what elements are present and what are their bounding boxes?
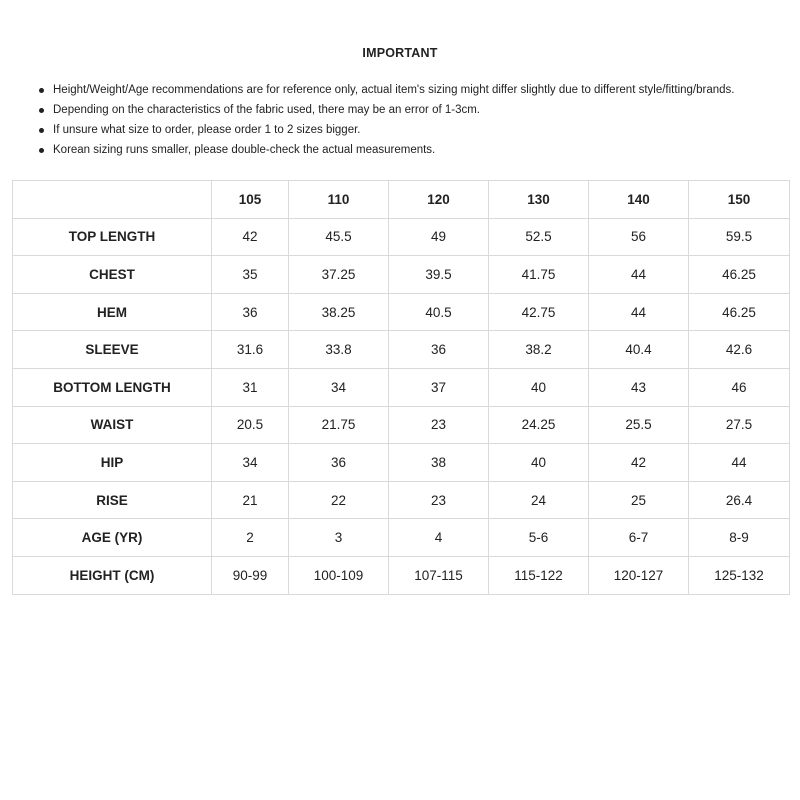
- measurement-cell: 107-115: [389, 556, 489, 594]
- measurement-cell: 3: [289, 519, 389, 557]
- table-row: [13, 556, 790, 594]
- measurement-cell: 41.75: [489, 256, 589, 294]
- column-header-size: 105: [212, 181, 289, 219]
- measurement-cell: 42: [589, 444, 689, 482]
- measurement-cell: 24.25: [489, 406, 589, 444]
- measurement-cell: 125-132: [689, 556, 790, 594]
- column-header-size: 140: [589, 181, 689, 219]
- measurement-cell: 45.5: [289, 218, 389, 256]
- row-label: TOP LENGTH: [13, 218, 212, 256]
- measurement-cell: 36: [389, 331, 489, 369]
- notice-list: [37, 80, 757, 160]
- row-label: HIP: [13, 444, 212, 482]
- measurement-cell: 44: [589, 293, 689, 331]
- measurement-cell: 23: [389, 406, 489, 444]
- measurement-cell: 43: [589, 368, 689, 406]
- measurement-cell: 40.5: [389, 293, 489, 331]
- row-label: CHEST: [13, 256, 212, 294]
- notice-item: Height/Weight/Age recommendations are for reference only, actual item's sizing might differ slightly due to different style/fitting/brands.: [37, 80, 757, 100]
- measurement-cell: 33.8: [289, 331, 389, 369]
- measurement-cell: 31: [212, 368, 289, 406]
- notice-item: Depending on the characteristics of the fabric used, there may be an error of 1-3cm.: [37, 100, 757, 120]
- table-row: [13, 444, 790, 482]
- row-label: RISE: [13, 481, 212, 519]
- table-header-row: [13, 181, 790, 219]
- table-row: [13, 331, 790, 369]
- measurement-cell: 56: [589, 218, 689, 256]
- measurement-cell: 24: [489, 481, 589, 519]
- measurement-cell: 42: [212, 218, 289, 256]
- measurement-cell: 37: [389, 368, 489, 406]
- measurement-cell: 100-109: [289, 556, 389, 594]
- measurement-cell: 38.25: [289, 293, 389, 331]
- measurement-cell: 52.5: [489, 218, 589, 256]
- table-row: [13, 368, 790, 406]
- measurement-cell: 35: [212, 256, 289, 294]
- measurement-cell: 2: [212, 519, 289, 557]
- measurement-cell: 44: [689, 444, 790, 482]
- measurement-cell: 40: [489, 444, 589, 482]
- row-label: HEM: [13, 293, 212, 331]
- measurement-cell: 37.25: [289, 256, 389, 294]
- notice-title: IMPORTANT: [362, 46, 438, 60]
- corner-cell: [13, 181, 212, 219]
- measurement-cell: 42.6: [689, 331, 790, 369]
- measurement-cell: 21.75: [289, 406, 389, 444]
- row-label: AGE (YR): [13, 519, 212, 557]
- measurement-cell: 23: [389, 481, 489, 519]
- measurement-cell: 4: [389, 519, 489, 557]
- measurement-cell: 20.5: [212, 406, 289, 444]
- row-label: WAIST: [13, 406, 212, 444]
- row-label: SLEEVE: [13, 331, 212, 369]
- measurement-cell: 21: [212, 481, 289, 519]
- column-header-size: 110: [289, 181, 389, 219]
- table-row: [13, 519, 790, 557]
- measurement-cell: 39.5: [389, 256, 489, 294]
- size-chart-table: [12, 180, 790, 595]
- measurement-cell: 5-6: [489, 519, 589, 557]
- table-row: [13, 293, 790, 331]
- measurement-cell: 31.6: [212, 331, 289, 369]
- measurement-cell: 120-127: [589, 556, 689, 594]
- measurement-cell: 115-122: [489, 556, 589, 594]
- measurement-cell: 38.2: [489, 331, 589, 369]
- measurement-cell: 34: [289, 368, 389, 406]
- notice-item: If unsure what size to order, please order 1 to 2 sizes bigger.: [37, 120, 757, 140]
- measurement-cell: 42.75: [489, 293, 589, 331]
- measurement-cell: 40: [489, 368, 589, 406]
- column-header-size: 130: [489, 181, 589, 219]
- column-header-size: 120: [389, 181, 489, 219]
- measurement-cell: 46.25: [689, 256, 790, 294]
- measurement-cell: 6-7: [589, 519, 689, 557]
- table-row: [13, 406, 790, 444]
- measurement-cell: 38: [389, 444, 489, 482]
- measurement-cell: 44: [589, 256, 689, 294]
- measurement-cell: 59.5: [689, 218, 790, 256]
- measurement-cell: 49: [389, 218, 489, 256]
- notice-item: Korean sizing runs smaller, please double-check the actual measurements.: [37, 140, 757, 160]
- measurement-cell: 27.5: [689, 406, 790, 444]
- column-header-size: 150: [689, 181, 790, 219]
- measurement-cell: 36: [212, 293, 289, 331]
- measurement-cell: 8-9: [689, 519, 790, 557]
- measurement-cell: 26.4: [689, 481, 790, 519]
- measurement-cell: 46.25: [689, 293, 790, 331]
- table-row: [13, 218, 790, 256]
- measurement-cell: 40.4: [589, 331, 689, 369]
- table-body: [13, 218, 790, 594]
- measurement-cell: 25: [589, 481, 689, 519]
- row-label: BOTTOM LENGTH: [13, 368, 212, 406]
- measurement-cell: 22: [289, 481, 389, 519]
- table-row: [13, 256, 790, 294]
- measurement-cell: 46: [689, 368, 790, 406]
- row-label: HEIGHT (CM): [13, 556, 212, 594]
- table-row: [13, 481, 790, 519]
- measurement-cell: 25.5: [589, 406, 689, 444]
- measurement-cell: 90-99: [212, 556, 289, 594]
- measurement-cell: 36: [289, 444, 389, 482]
- measurement-cell: 34: [212, 444, 289, 482]
